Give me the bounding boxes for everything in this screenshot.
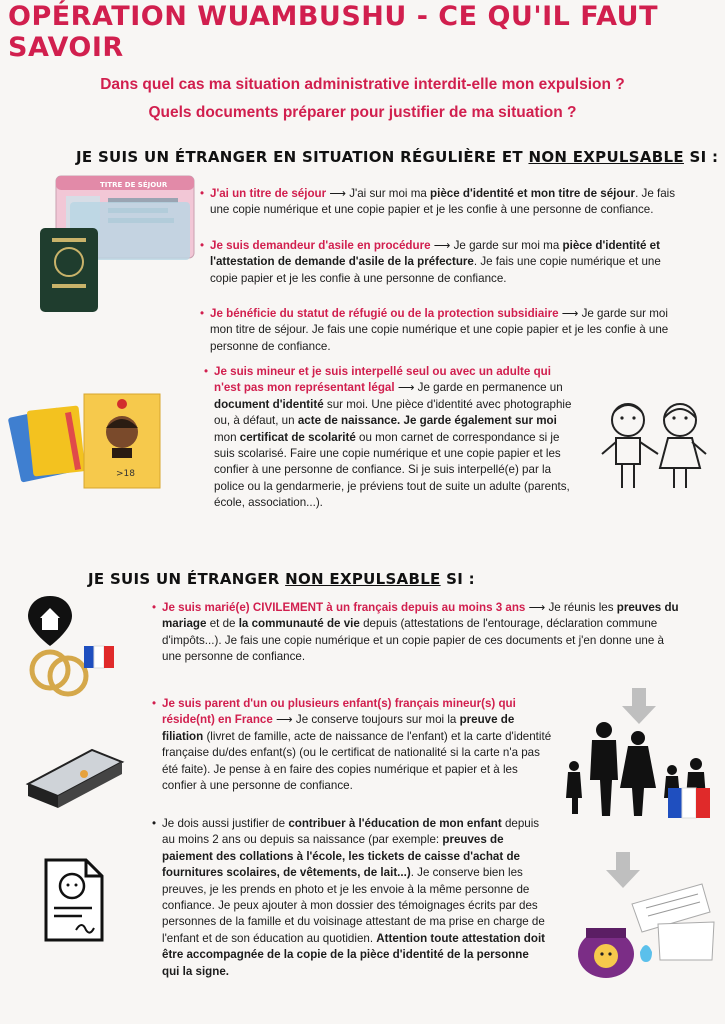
item-text: . Je fais une copie numérique et une copie papier et je les confie à une personne de confiance. (210, 255, 661, 285)
item-bold: pièce d'identité et l'attestation de demande d'asile de la préfecture (210, 239, 660, 269)
item-bold: document d'identité (214, 397, 324, 411)
question-2: Quels documents préparer pour justifier de ma situation ? (148, 104, 577, 121)
bullet-icon: • (204, 365, 209, 378)
birth-certificate-icon (42, 858, 106, 947)
list-item (200, 306, 680, 355)
bullet-icon: • (152, 601, 157, 614)
item-lead: Je suis demandeur d'asile en procédure (210, 239, 431, 252)
bullet-icon: • (200, 307, 205, 320)
item-text: et de (206, 617, 239, 631)
section-1-heading-suffix: SI : (683, 148, 719, 166)
item-text: depuis (attestations de l'entourage, déclaration commune d'impôts...). Je fais une copie numérique et un copie papier de ces documents et j'en donne une à une personne de confiance. (162, 617, 664, 664)
item-text: ⟶ J'ai sur moi ma (326, 187, 431, 200)
list-item (204, 364, 574, 512)
item-bold: Attention toute attestation doit être accompagnée de la copie de la pièce d'identité de la personne qui la signe. (162, 931, 546, 978)
item-text: ⟶ Je garde sur moi mon titre de séjour. Je fais une copie numérique et une copie papier et je les confie à une personne de confiance. (210, 307, 669, 353)
section-1-heading-underlined: NON EXPULSABLE (528, 148, 684, 166)
item-lead: Je suis marié(e) CIVILEMENT à un français depuis au moins 3 ans (162, 601, 526, 614)
item-text: (livret de famille, acte de naissance de l'enfant) et la carte d'identité française du/des enfant(s) (ou le certificat de nationalité si la carte n'a pas été faite). Je pense à en faire des copies numérique et papier et à les confier à une personne de confiance. (162, 729, 552, 793)
card-label: TITRE DE SÉJOUR (100, 181, 168, 189)
question-1: Dans quel cas ma situation administrative interdit-elle mon expulsion ? (100, 76, 625, 93)
item-bold: certificat de scolarité (239, 430, 356, 444)
item-bold: contribuer à l'éducation de mon enfant (288, 817, 502, 830)
family-icon (560, 688, 716, 825)
item-bold: acte de naissance. Je garde également sur moi (297, 414, 557, 428)
item-text: . Je conserve bien les preuves, je les prends en photo et je les envoie à la même personne de confiance. Je peux ajouter à mon dossier des témoignages écrits par des personnes de la famille et du voisinage attestant de ma prise en charge de l'enfant et de son éducation au quotidien. (162, 866, 545, 945)
item-text: ⟶ Je garde sur moi ma (430, 239, 563, 252)
item-lead: Je suis mineur et je suis interpellé seul ou avec un adulte qui n'est pas mon représentant légal (214, 365, 551, 395)
residence-permit-icon (40, 172, 200, 323)
student-id-icon (8, 372, 164, 501)
item-bold: preuves du mariage (162, 601, 679, 631)
item-text: ⟶ Je conserve toujours sur moi la (272, 713, 460, 727)
item-bold: preuve de filiation (162, 713, 515, 743)
item-bold: preuves de paiement des collations à l'école, les tickets de caisse d'achat de fournitures scolaires, de vêtements, de lait...) (162, 833, 520, 880)
scanner-icon (22, 744, 126, 819)
list-item (200, 238, 680, 287)
bullet-icon: • (200, 239, 205, 252)
item-text: ⟶ Je garde en permanence un (394, 381, 563, 395)
section-2-heading-suffix: SI : (440, 570, 475, 588)
receipts-icon (572, 852, 718, 989)
section-1-heading (76, 148, 718, 166)
marriage-icon (24, 594, 120, 703)
bullet-icon: • (152, 817, 157, 830)
bullet-icon: • (152, 697, 157, 710)
item-text: sur moi. Une pièce d'identité avec photographie ou, à défaut, un (214, 397, 572, 428)
children-icon (596, 398, 712, 503)
item-text: ⟶ Je réunis les (525, 601, 617, 614)
item-text: Je dois aussi justifier de (162, 817, 289, 830)
item-bold: la communauté de vie (238, 617, 360, 631)
list-item (152, 696, 554, 794)
item-lead: J'ai un titre de séjour (210, 187, 327, 200)
list-item (152, 816, 546, 980)
item-text: mon (214, 430, 240, 444)
age-label: >18 (116, 469, 135, 479)
item-text: ou mon carnet de correspondance si je suis scolarisé. Faire une copie numérique et une copie papier et les confier à une personne de confiance. Si je suis interpellé(e) par la police ou la gendarmerie, je préviens tout de suite un adulte (parents, école, association...). (214, 430, 570, 510)
list-item (152, 600, 682, 666)
page-title: OPÉRATION WUAMBUSHU - CE QU'IL FAUT SAVOIR (8, 1, 659, 63)
section-2-heading-underlined: NON EXPULSABLE (285, 570, 441, 588)
item-lead: Je suis parent d'un ou plusieurs enfant(s) français mineur(s) qui réside(nt) en France (162, 697, 516, 727)
item-text: . Je fais une copie numérique et une copie papier et je les confie à une personne de confiance. (210, 187, 676, 217)
list-item (200, 186, 680, 219)
item-lead: Je bénéficie du statut de réfugié ou de la protection subsidiaire (210, 307, 559, 320)
bullet-icon: • (200, 187, 205, 200)
section-1-heading-prefix: JE SUIS UN ÉTRANGER EN SITUATION RÉGULIÈRE ET (76, 148, 529, 166)
section-2-heading-prefix: JE SUIS UN ÉTRANGER (88, 570, 286, 588)
title-banner (8, 1, 717, 63)
item-bold: pièce d'identité et mon titre de séjour (430, 187, 636, 200)
section-2-heading (88, 570, 475, 588)
item-text: depuis au moins 2 ans ou depuis sa naissance (par exemple: (162, 817, 540, 847)
